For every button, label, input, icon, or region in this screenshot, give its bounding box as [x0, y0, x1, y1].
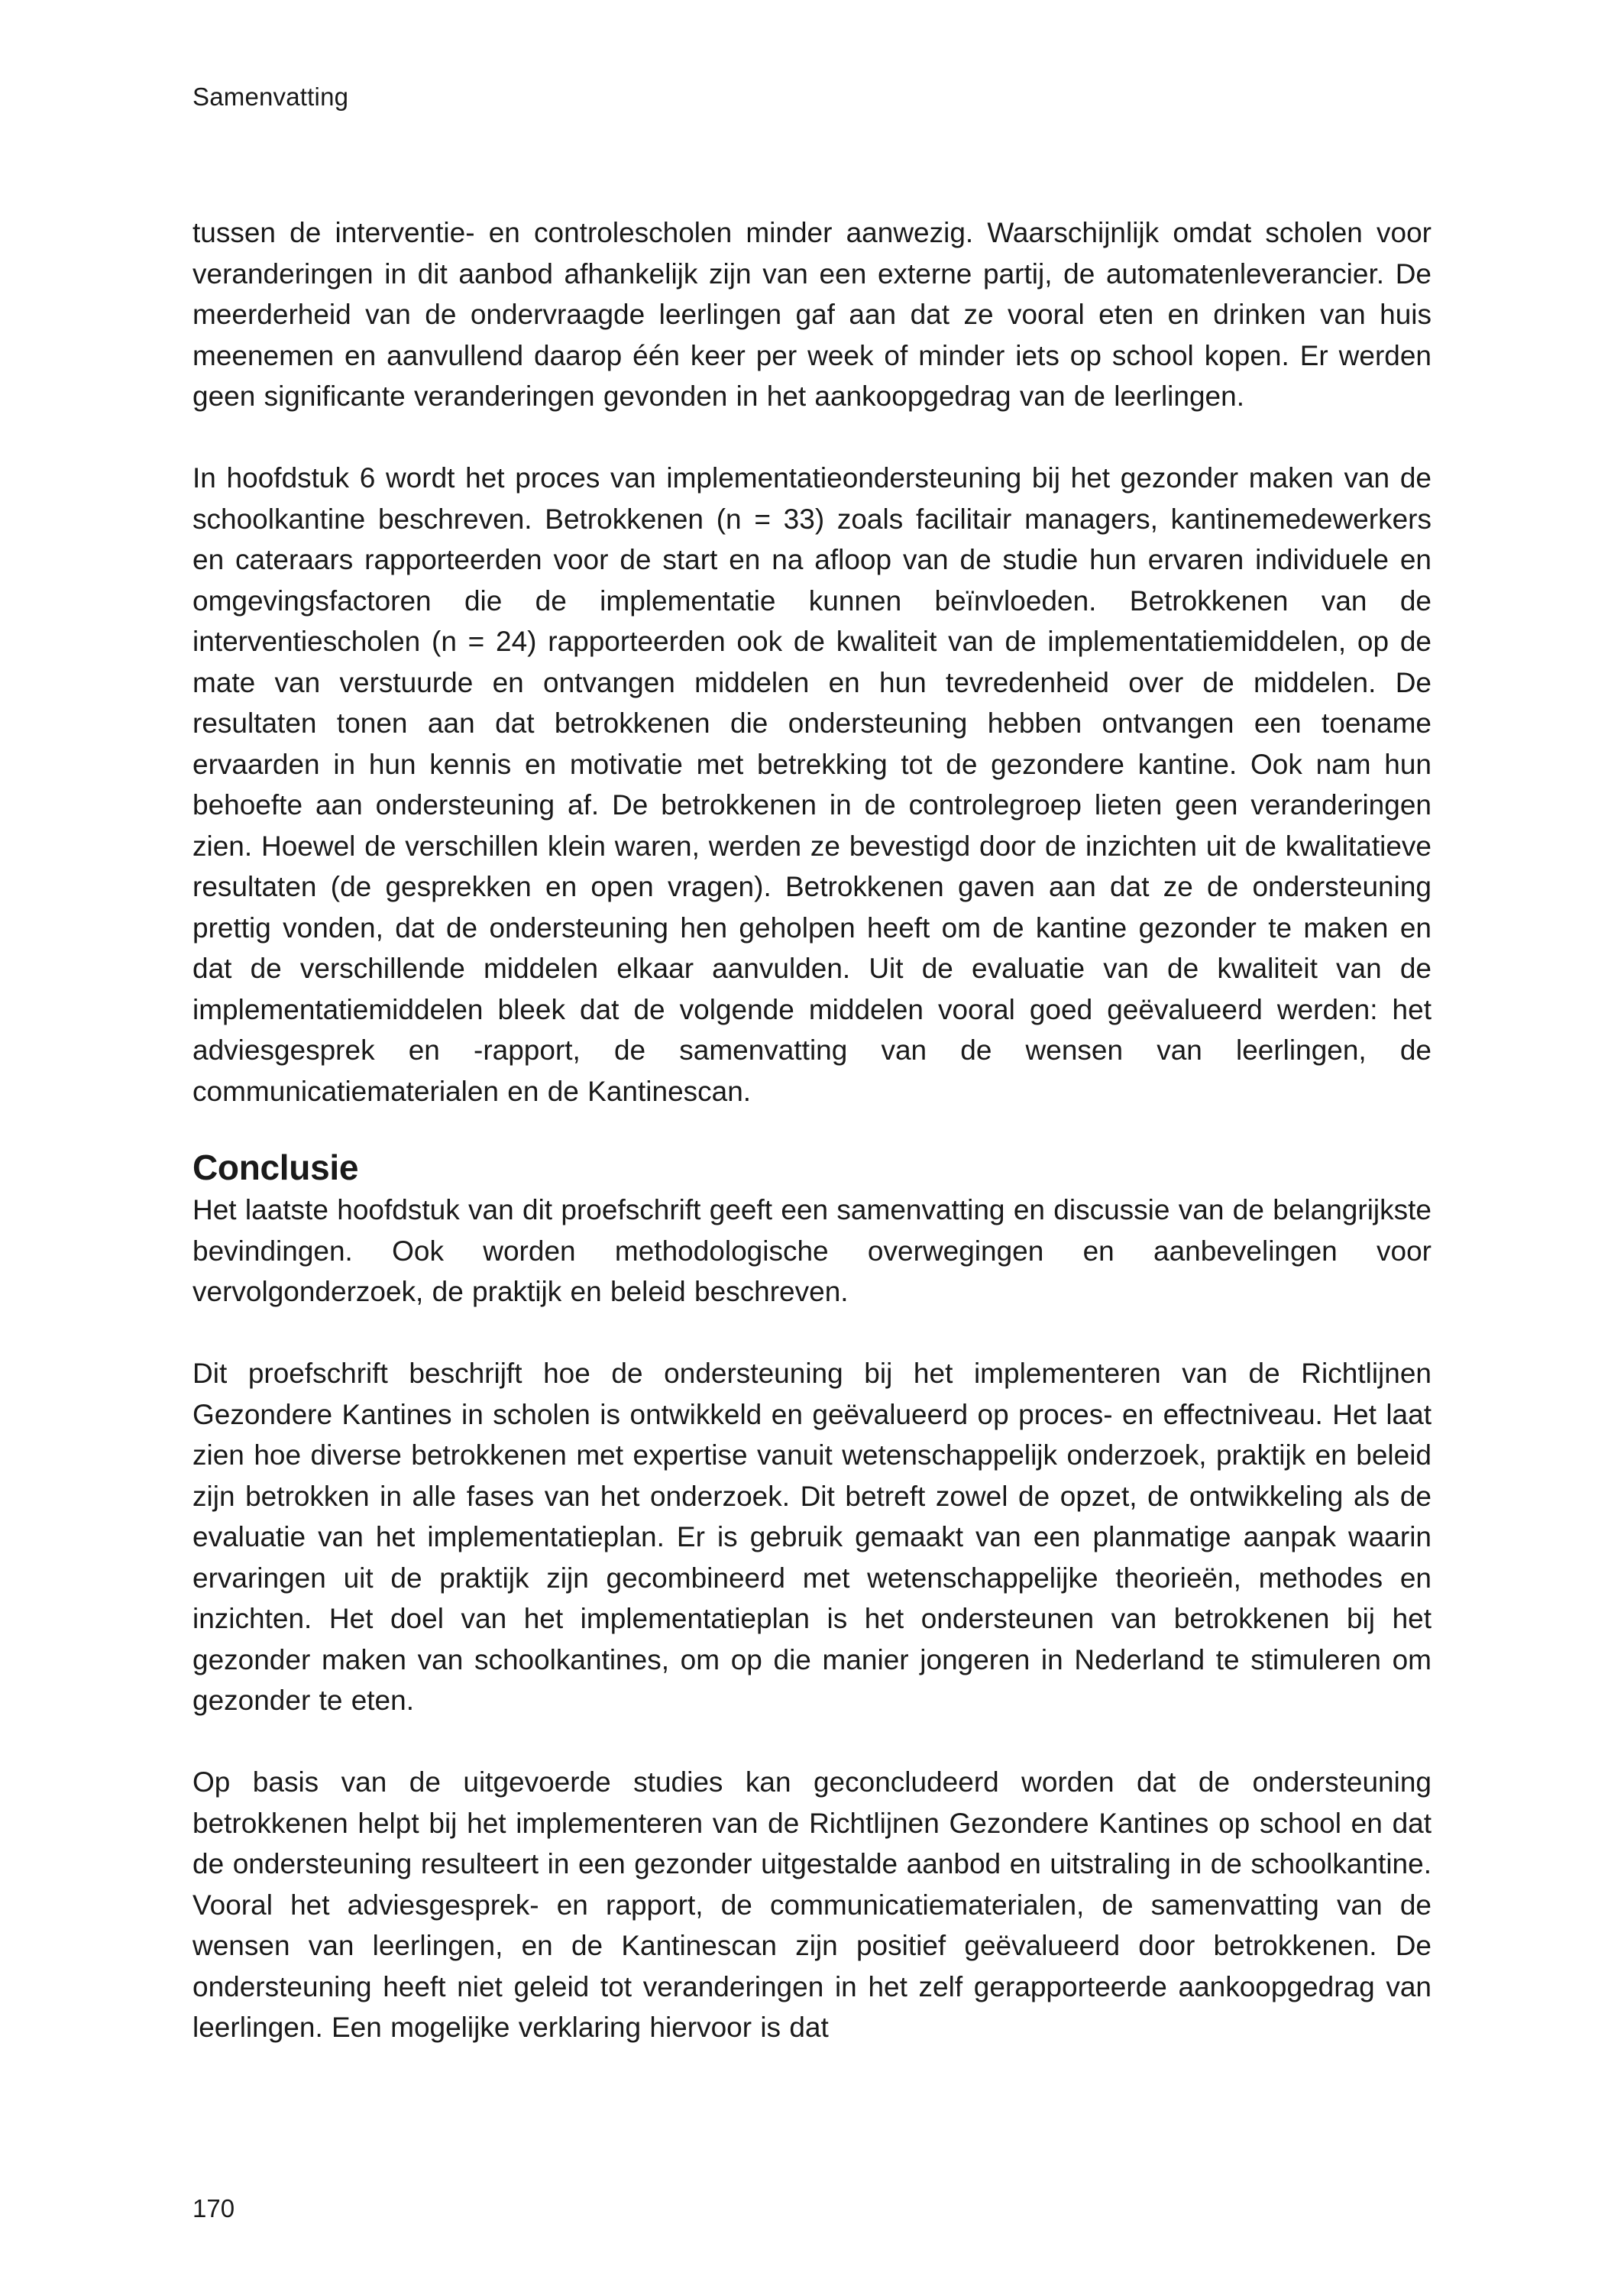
page-number: 170	[192, 2194, 235, 2222]
paragraph-conclusion-findings: Op basis van de uitgevoerde studies kan geconcludeerd worden dat de ondersteuning betrokkenen helpt bij het implementeren van de Richtlijnen Gezondere Kantines op school en dat de ondersteuning resulteert in een gezonder uitgestalde aanbod en uitstraling in de schoolkantine. Vooral het adviesgesprek- en rapport, de communicatiematerialen, de samenvatting van de wensen van leerlingen, en de Kantinescan zijn positief geëvalueerd door betrokkenen. De ondersteuning heeft niet geleid tot veranderingen in het zelf gerapporteerde aankoopgedrag van leerlingen. Een mogelijke verklaring hiervoor is dat	[192, 1766, 1432, 2043]
paragraph-thesis-description: Dit proefschrift beschrijft hoe de ondersteuning bij het implementeren van de Richtlijnen Gezondere Kantines in scholen is ontwikkeld en geëvalueerd op proces- en effectniveau. Het laat zien hoe diverse betrokkenen met expertise vanuit wetenschappelijk onderzoek, praktijk en beleid zijn betrokken in alle fases van het onderzoek. Dit betreft zowel de opzet, de ontwikkeling als de evaluatie van het implementatieplan. Er is gebruik gemaakt van een planmatige aanpak waarin ervaringen uit de praktijk zijn gecombineerd met wetenschappelijke theorieën, methodes en inzichten. Het doel van het implementatieplan is het ondersteunen van betrokkenen bij het gezonder maken van schoolkantines, om op die manier jongeren in Nederland te stimuleren om gezonder te eten.	[192, 1358, 1432, 1716]
running-header: Samenvatting	[192, 83, 349, 111]
paragraph-continuation: tussen de interventie- en controlescholen minder aanwezig. Waarschijnlijk omdat scholen voor veranderingen in dit aanbod afhankelijk zijn van een externe partij, de automatenleverancier. De meerderheid van de ondervraagde leerlingen gaf aan dat ze vooral eten en drinken van huis meenemen en aanvullend daarop één keer per week of minder iets op school kopen. Er werden geen significante veranderingen gevonden in het aankoopgedrag van de leerlingen.	[192, 217, 1432, 412]
paragraph-chapter-6: In hoofdstuk 6 wordt het proces van implementatieondersteuning bij het gezonder maken van de schoolkantine beschreven. Betrokkenen (n = 33) zoals facilitair managers, kantinemedewerkers en cateraars rapporteerden voor de start en na afloop van de studie hun ervaren individuele en omgevingsfactoren die de implementatie kunnen beïnvloeden. Betrokkenen van de interventiescholen (n = 24) rapporteerden ook de kwaliteit van de implementatiemiddelen, op de mate van verstuurde en ontvangen middelen en hun tevredenheid over de middelen. De resultaten tonen aan dat betrokkenen die ondersteuning hebben ontvangen een toename ervaarden in hun kennis en motivatie met betrekking tot de gezondere kantine. Ook nam hun behoefte aan ondersteuning af. De betrokkenen in de controlegroep lieten geen veranderingen zien. Hoewel de verschillen klein waren, werden ze bevestigd door de inzichten uit de kwalitatieve resultaten (de gesprekken en open vragen). Betrokkenen gaven aan dat ze de ondersteuning prettig vonden, dat de ondersteuning hen geholpen heeft om de kantine gezonder te maken en dat de verschillende middelen elkaar aanvulden. Uit de evaluatie van de kwaliteit van de implementatiemiddelen bleek dat de volgende middelen vooral goed geëvalueerd werden: het adviesgesprek en -rapport, de samenvatting van de wensen van leerlingen, de communicatiematerialen en de Kantinescan.	[192, 462, 1432, 1107]
page-body	[192, 212, 1432, 2048]
section-heading-conclusie: Conclusie	[192, 1148, 359, 1187]
paragraph-conclusion-intro: Het laatste hoofdstuk van dit proefschrift geeft een samenvatting en discussie van de belangrijkste bevindingen. Ook worden methodologische overwegingen en aanbevelingen voor vervolgonderzoek, de praktijk en beleid beschreven.	[192, 1194, 1432, 1307]
